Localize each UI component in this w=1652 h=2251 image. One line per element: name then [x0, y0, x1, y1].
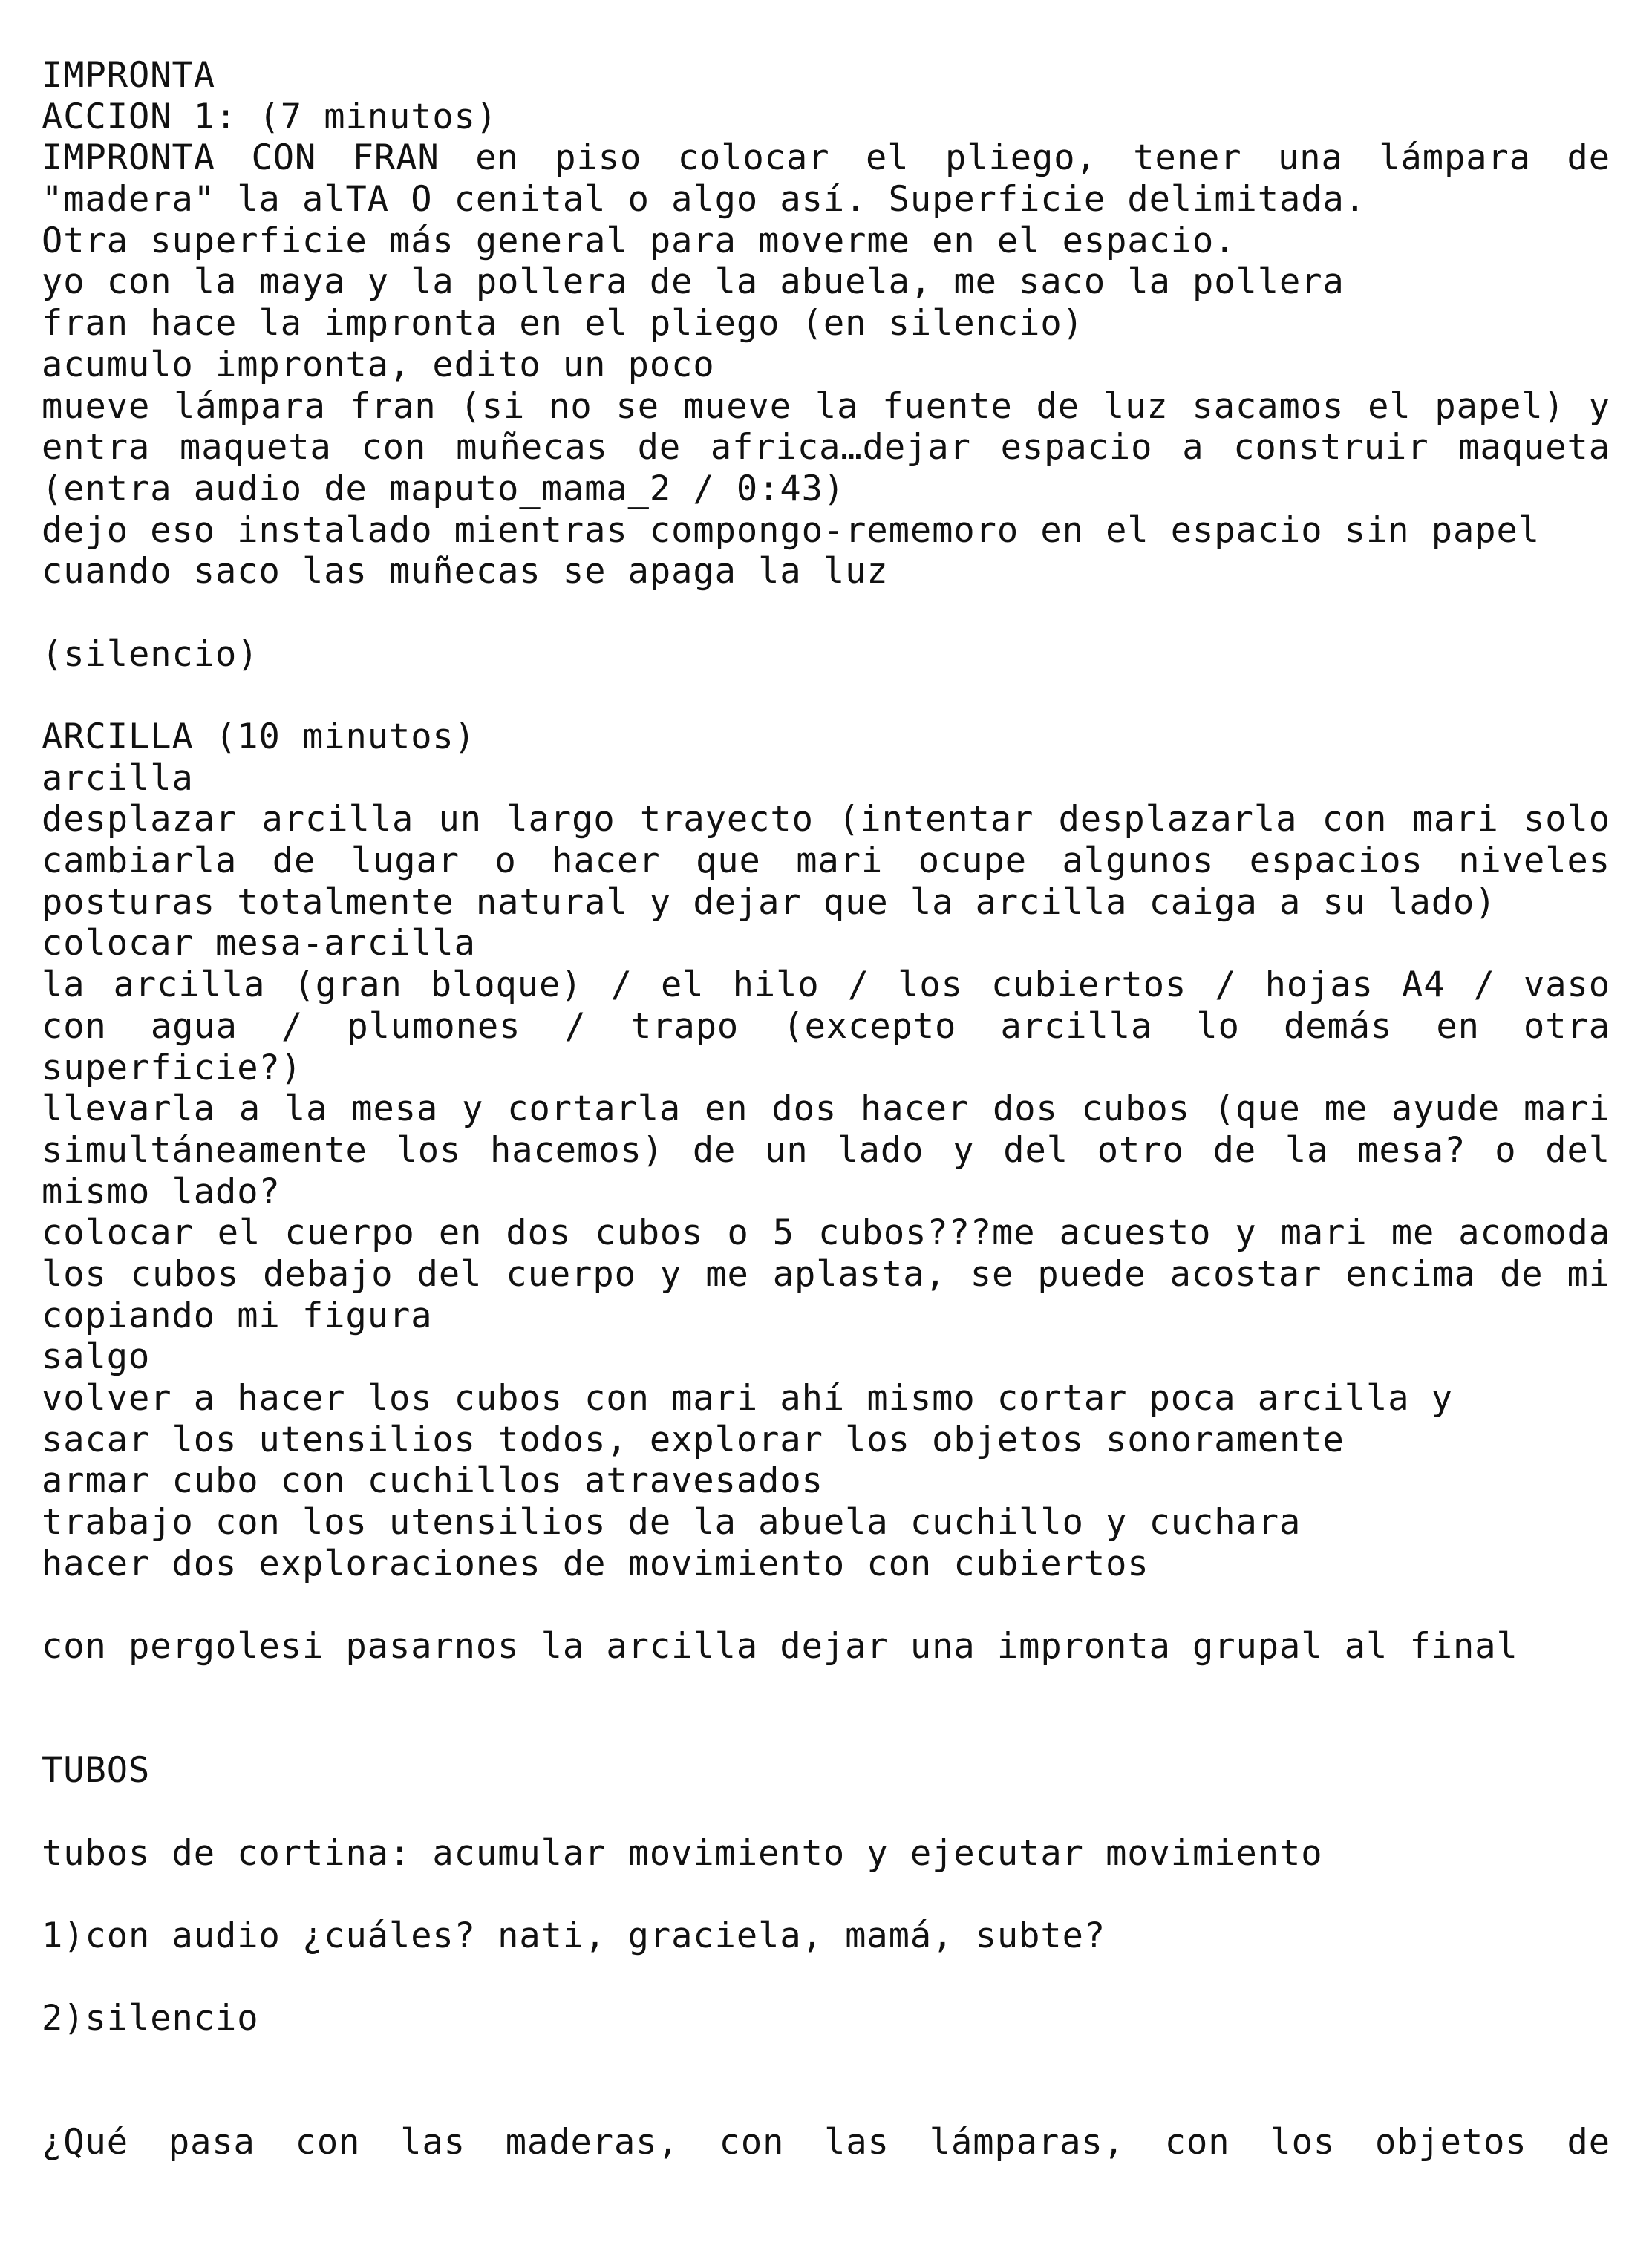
text-line: "madera" la alTA O cenital o algo así. Superficie delimitada.: [42, 179, 1367, 220]
blank-line: [42, 592, 1610, 634]
blank-line: [42, 2039, 1610, 2081]
text-line: con agua / plumones / trapo (excepto arcilla lo demás en otra: [42, 1005, 1610, 1047]
text-line: IMPRONTA: [42, 55, 215, 96]
text-line: copiando mi figura: [42, 1295, 433, 1336]
document-page: [42, 55, 1610, 2163]
text-line: la arcilla (gran bloque) / el hilo / los cubiertos / hojas A4 / vaso: [42, 964, 1610, 1006]
text-line: posturas totalmente natural y dejar que la arcilla caiga a su lado): [42, 881, 1497, 923]
text-line: llevarla a la mesa y cortarla en dos hacer dos cubos (que me ayude mari: [42, 1088, 1610, 1130]
blank-line: [42, 1709, 1610, 1751]
text-line: Otra superficie más general para moverme en el espacio.: [42, 220, 1236, 261]
blank-line: [42, 1874, 1610, 1915]
text-line: (silencio): [42, 633, 259, 675]
text-line: hacer dos exploraciones de movimiento con cubiertos: [42, 1543, 1149, 1584]
blank-line: [42, 675, 1610, 716]
text-line: con pergolesi pasarnos la arcilla dejar una impronta grupal al final: [42, 1626, 1518, 1667]
blank-line: [42, 2081, 1610, 2123]
text-line: yo con la maya y la pollera de la abuela, me saco la pollera: [42, 261, 1345, 303]
text-line: 1)con audio ¿cuáles? nati, graciela, mamá, subte?: [42, 1915, 1106, 1956]
text-line: fran hace la impronta en el pliego (en silencio): [42, 303, 1084, 344]
text-line: volver a hacer los cubos con mari ahí mismo cortar poca arcilla y: [42, 1378, 1454, 1419]
text-line: cambiarla de lugar o hacer que mari ocupe algunos espacios niveles: [42, 840, 1610, 882]
text-line: 2)silencio: [42, 1998, 259, 2039]
text-line: trabajo con los utensilios de la abuela cuchillo y cuchara: [42, 1502, 1302, 1543]
text-line: los cubos debajo del cuerpo y me aplasta, se puede acostar encima de mi: [42, 1253, 1610, 1295]
text-line: tubos de cortina: acumular movimiento y ejecutar movimiento: [42, 1832, 1323, 1874]
text-line: dejo eso instalado mientras compongo-rememoro en el espacio sin papel: [42, 509, 1541, 551]
text-line: armar cubo con cuchillos atravesados: [42, 1460, 823, 1502]
text-line: salgo: [42, 1336, 151, 1378]
text-line: desplazar arcilla un largo trayecto (intentar desplazarla con mari solo: [42, 799, 1610, 840]
blank-line: [42, 1667, 1610, 1709]
text-line: TUBOS: [42, 1750, 151, 1791]
text-line: acumulo impronta, edito un poco: [42, 344, 715, 385]
text-line: colocar el cuerpo en dos cubos o 5 cubos???me acuesto y mari me acomoda: [42, 1212, 1610, 1254]
text-line: ARCILLA (10 minutos): [42, 716, 476, 757]
text-line: colocar mesa-arcilla: [42, 923, 476, 964]
text-line: IMPRONTA CON FRAN en piso colocar el pliego, tener una lámpara de: [42, 137, 1610, 179]
text-line: cuando saco las muñecas se apaga la luz: [42, 551, 889, 592]
text-line: ¿Qué pasa con las maderas, con las lámparas, con los objetos de: [42, 2122, 1610, 2163]
blank-line: [42, 1791, 1610, 1833]
text-line: arcilla: [42, 757, 194, 799]
text-line: mismo lado?: [42, 1171, 281, 1212]
text-line: ACCION 1: (7 minutos): [42, 96, 498, 137]
blank-line: [42, 1584, 1610, 1626]
text-line: superficie?): [42, 1047, 302, 1088]
text-line: entra maqueta con muñecas de africa…dejar espacio a construir maqueta: [42, 427, 1610, 468]
text-line: (entra audio de maputo_mama_2 / 0:43): [42, 468, 846, 509]
blank-line: [42, 1957, 1610, 1999]
text-line: simultáneamente los hacemos) de un lado y del otro de la mesa? o del: [42, 1129, 1610, 1171]
text-line: mueve lámpara fran (si no se mueve la fuente de luz sacamos el papel) y: [42, 385, 1610, 427]
text-line: sacar los utensilios todos, explorar los objetos sonoramente: [42, 1419, 1345, 1460]
